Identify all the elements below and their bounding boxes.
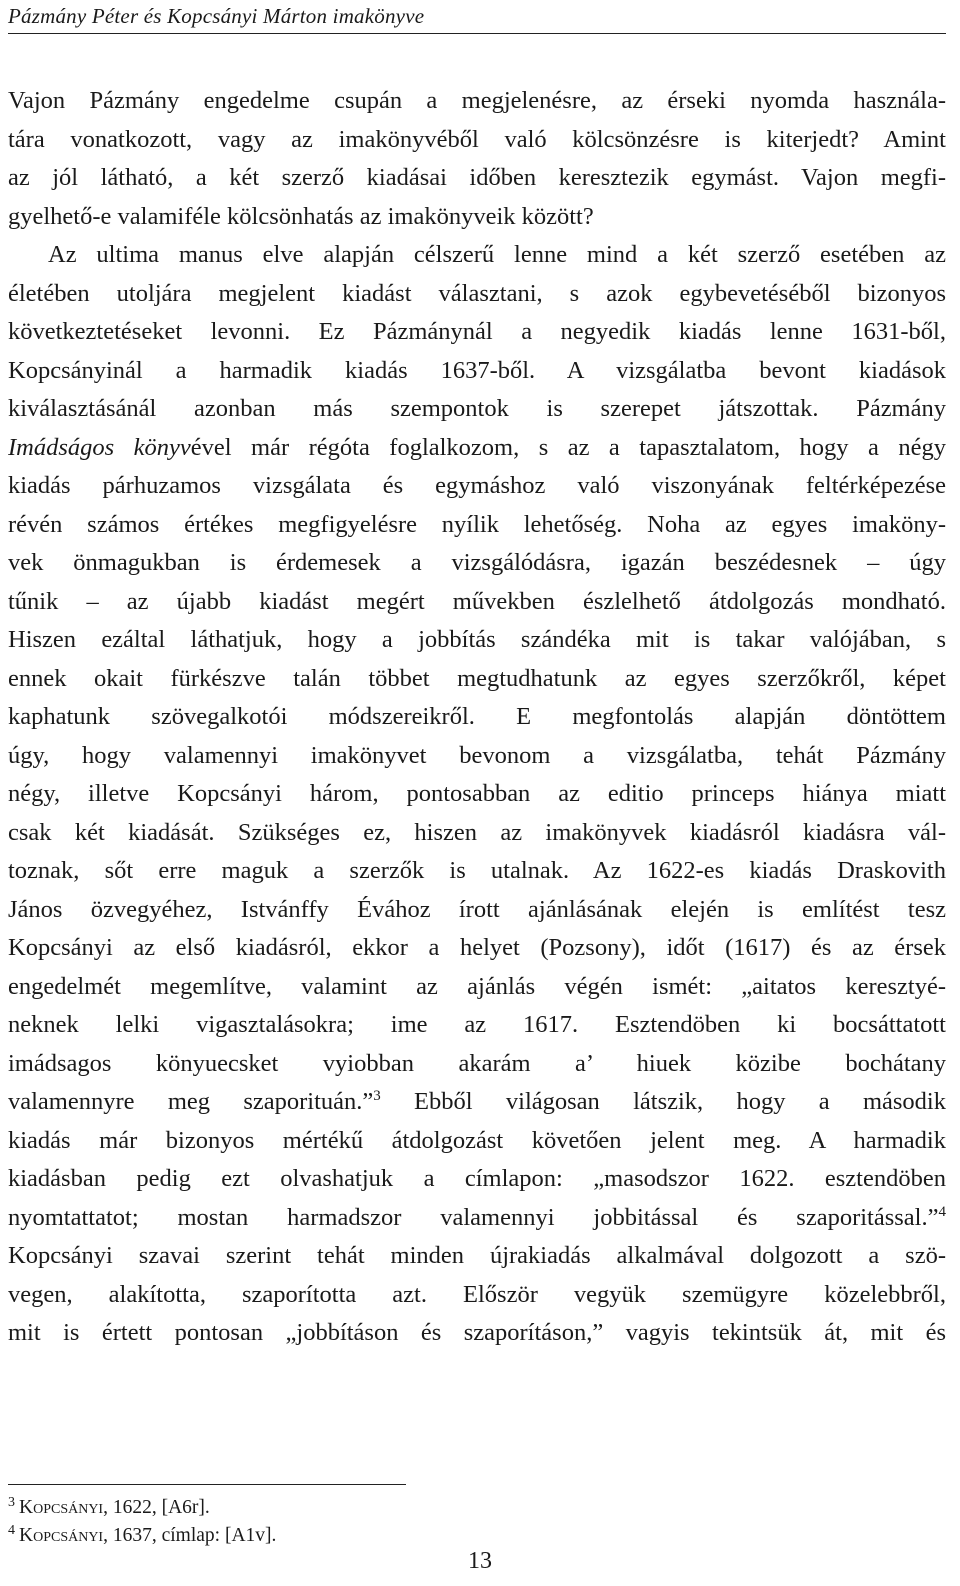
text-line: Vajon Pázmány engedelme csupán a megjelenésre, az érseki nyomda használa- xyxy=(8,87,946,114)
footnote-ref-4: 4 xyxy=(938,1203,946,1220)
text-line: Az ultima manus elve alapján célszerű lenne mind a két szerző esetében az xyxy=(48,241,946,268)
footnote-text: , 1637, címlap: [A1v]. xyxy=(103,1525,277,1546)
running-header xyxy=(8,2,946,34)
footnote-item xyxy=(8,1522,946,1550)
footnote-number: 3 xyxy=(8,1494,15,1510)
footnote-text: , 1622, [A6r]. xyxy=(103,1497,210,1518)
footnote-divider xyxy=(8,1484,406,1485)
text-line: engedelmét megemlítve, valamint az ajánlás végén ismét: „aitatos keresztyé- xyxy=(8,972,946,1000)
text-line: Kopcsányi az első kiadásról, ekkor a helyet (Pozsony), időt (1617) és az érsek xyxy=(8,934,946,961)
text-line xyxy=(8,1199,946,1238)
footnote-item xyxy=(8,1494,946,1522)
footnote-author: Kopcsányi xyxy=(19,1497,104,1518)
text-line: toznak, sőt erre maguk a szerzők is utalnak. Az 1622-es kiadás Draskovith xyxy=(8,857,946,884)
body-text xyxy=(8,82,946,1353)
text-line: kiadás már bizonyos mértékű átdolgozást követően jelent meg. A harmadik xyxy=(8,1126,946,1154)
text-line-pre: valamennyre meg szaporituán.” xyxy=(8,1088,374,1115)
footnote-number: 4 xyxy=(8,1522,15,1538)
text-line-pre: nyomtattatot; mostan harmadszor valamennyi jobbitással és szaporitással.” xyxy=(8,1203,939,1231)
text-line: kiválasztásánál azonban más szempontok is szerepet játszottak. Pázmány xyxy=(8,395,946,422)
footnotes xyxy=(8,1494,946,1550)
text-line-rest: ével már régóta foglalkozom, s az a tapasztalatom, hogy a négy xyxy=(190,433,946,461)
text-line: vegen, alakította, szaporította azt. Először vegyük szemügyre közelebbről, xyxy=(8,1280,946,1308)
text-line: életében utoljára megjelent kiadást választani, s azok egybevetéséből bizonyos xyxy=(8,279,946,307)
text-line: gyelhető-e valamiféle kölcsönhatás az imakönyveik között? xyxy=(8,202,594,230)
text-line: Kopcsányi szavai szerint tehát minden újrakiadás alkalmával dolgozott a szö- xyxy=(8,1242,946,1269)
text-line: kaphatunk szövegalkotói módszereikről. E megfontolás alapján döntöttem xyxy=(8,703,946,730)
text-line: tára vonatkozott, vagy az imakönyvéből való kölcsönzésre is kiterjedt? Amint xyxy=(8,125,946,153)
page-number: 13 xyxy=(468,1548,492,1574)
text-line xyxy=(8,1083,946,1122)
text-line: neknek lelki vigasztalásokra; ime az 1617. Esztendöben ki bocsáttatott xyxy=(8,1011,946,1038)
text-line xyxy=(8,429,946,468)
text-line: révén számos értékes megfigyelésre nyílik lehetőség. Noha az egyes imaköny- xyxy=(8,510,946,538)
text-line: kiadásban pedig ezt olvashatjuk a címlapon: „masodszor 1622. esztendöben xyxy=(8,1165,946,1192)
text-line: ennek okait fürkészve talán többet megtudhatunk az egyes szerzőkről, képet xyxy=(8,664,946,692)
text-line: csak két kiadását. Szükséges ez, hiszen az imakönyvek kiadásról kiadásra vál- xyxy=(8,818,946,846)
book-title-italic: Imádságos könyv xyxy=(8,433,191,461)
text-line: mit is értett pontosan „jobbításon és szaporításon,” vagyis tekintsük át, mit és xyxy=(8,1319,946,1346)
text-line: úgy, hogy valamennyi imakönyvet bevonom a vizsgálatba, tehát Pázmány xyxy=(8,741,946,769)
text-line: következtetéseket levonni. Ez Pázmánynál a negyedik kiadás lenne 1631-ből, xyxy=(8,318,946,345)
running-header-title: Pázmány Péter és Kopcsányi Márton imakönyve xyxy=(8,4,425,28)
text-line: kiadás párhuzamos vizsgálata és egymáshoz való viszonyának feltérképezése xyxy=(8,472,946,499)
text-line: Hiszen ezáltal láthatjuk, hogy a jobbítás szándéka mit is takar valójában, s xyxy=(8,626,946,653)
footnote-ref-3: 3 xyxy=(373,1087,381,1104)
footnote-author: Kopcsányi xyxy=(19,1525,104,1546)
text-line-post: Ebből világosan látszik, hogy a második xyxy=(380,1088,946,1115)
text-line: Kopcsányinál a harmadik kiadás 1637-ből. A vizsgálatba bevont kiadások xyxy=(8,356,946,384)
text-line: négy, illetve Kopcsányi három, pontosabban az editio princeps hiánya miatt xyxy=(8,780,946,807)
text-line: János özvegyéhez, Istvánffy Évához írott ajánlásának elején is említést tesz xyxy=(8,895,946,923)
text-line: vek önmagukban is érdemesek a vizsgálódásra, igazán beszédesnek – úgy xyxy=(8,549,946,576)
text-line: az jól látható, a két szerző kiadásai időben keresztezik egymást. Vajon megfi- xyxy=(8,164,946,191)
text-line: imádsagos könyuecsket vyiobban akarám a’ hiuek közibe bochátany xyxy=(8,1049,946,1077)
text-line: tűnik – az újabb kiadást megért művekben észlelhető átdolgozás mondható. xyxy=(8,587,946,615)
